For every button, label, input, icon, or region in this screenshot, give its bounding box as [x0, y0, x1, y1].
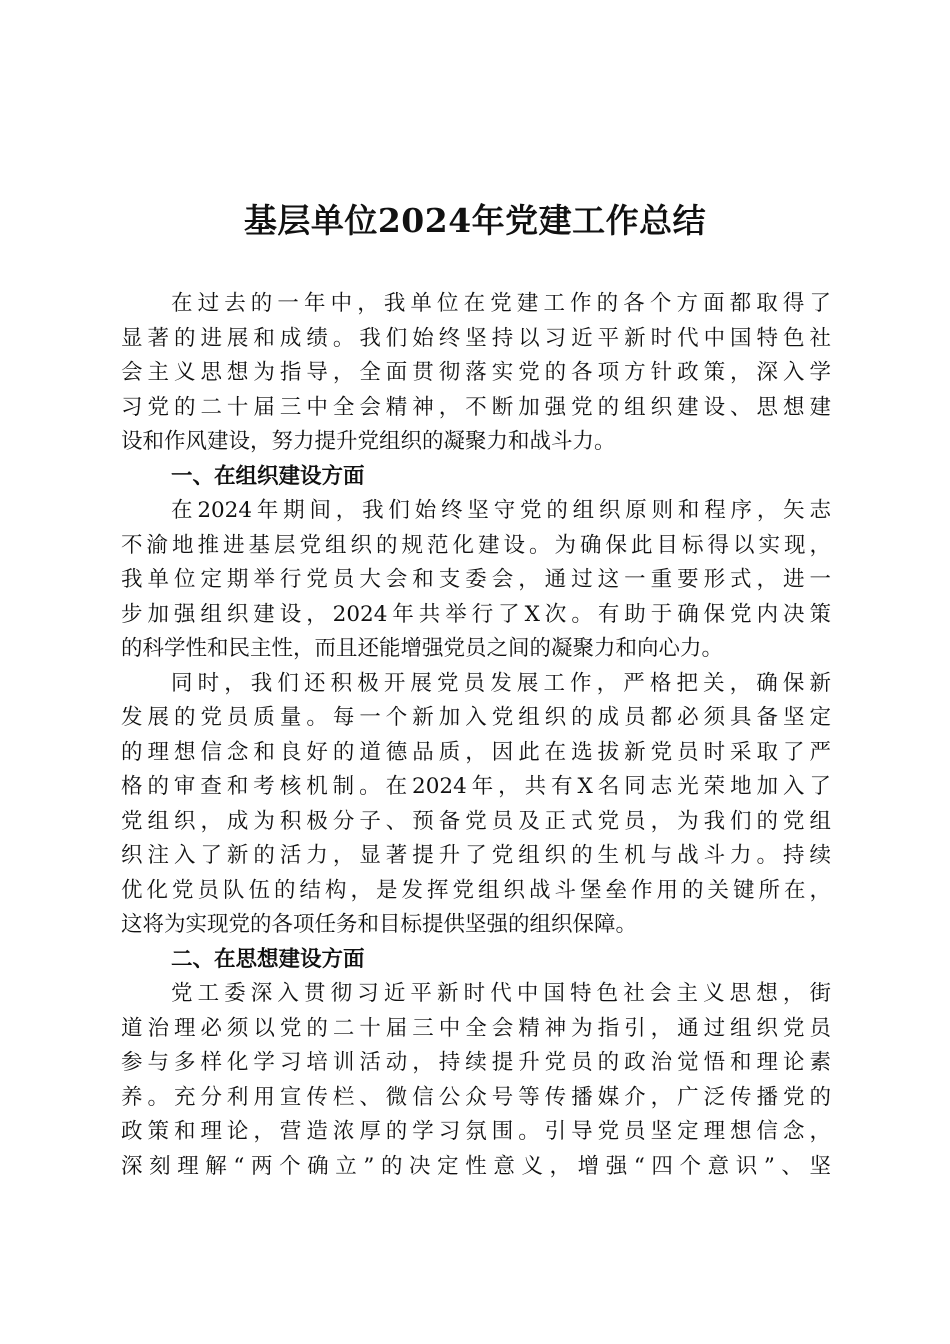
text-line: 在过去的一年中，我单位在党建工作的各个方面都取得了: [171, 291, 831, 316]
text-line: 步加强组织建设，2024年共举行了X次。有助于确保党内决策: [121, 601, 831, 627]
text-line: 格的审查和考核机制。在2024年，共有X名同志光荣地加入了: [121, 774, 831, 799]
text-line: 道治理必须以党的二十届三中全会精神为指引，通过组织党员: [121, 1015, 831, 1041]
text-line: 发展的党员质量。每一个新加入党组织的成员都必须具备坚定: [121, 705, 831, 730]
text-line: 设和作风建设，努力提升党组织的凝聚力和战斗力。: [121, 429, 616, 454]
section-heading: 一、在组织建设方面: [171, 463, 365, 489]
document-body: [121, 287, 831, 1184]
text-line: 这将为实现党的各项任务和目标提供坚强的组织保障。: [121, 912, 638, 937]
text-line: 同时，我们还积极开展党员发展工作，严格把关，确保新: [171, 670, 831, 696]
text-line: 不渝地推进基层党组织的规范化建设。为确保此目标得以实现，: [121, 532, 831, 558]
text-line: 政策和理论，营造浓厚的学习氛围。引导党员坚定理想信念，: [121, 1119, 831, 1144]
text-line: 党工委深入贯彻习近平新时代中国特色社会主义思想，街: [171, 981, 831, 1006]
text-line: 的科学性和民主性，而且还能增强党员之间的凝聚力和向心力。: [121, 636, 724, 661]
text-line: 会主义思想为指导，全面贯彻落实党的各项方针政策，深入学: [121, 360, 831, 385]
text-line: 养。充分利用宣传栏、微信公众号等传播媒介，广泛传播党的: [121, 1084, 831, 1110]
text-line: 的理想信念和良好的道德品质，因此在选拔新党员时采取了严: [121, 739, 831, 765]
text-line: 优化党员队伍的结构，是发挥党组织战斗堡垒作用的关键所在，: [121, 877, 831, 903]
text-line: 在2024年期间，我们始终坚守党的组织原则和程序，矢志: [171, 498, 831, 523]
text-line: 织注入了新的活力，显著提升了党组织的生机与战斗力。持续: [121, 843, 831, 868]
text-line: 我单位定期举行党员大会和支委会，通过这一重要形式，进一: [121, 567, 831, 592]
text-line: 习党的二十届三中全会精神，不断加强党的组织建设、思想建: [121, 394, 831, 420]
text-line: 参与多样化学习培训活动，持续提升党员的政治觉悟和理论素: [121, 1050, 831, 1075]
text-line: 显著的进展和成绩。我们始终坚持以习近平新时代中国特色社: [121, 325, 831, 351]
text-line: 党组织，成为积极分子、预备党员及正式党员，为我们的党组: [121, 808, 831, 834]
section-heading: 二、在思想建设方面: [171, 946, 365, 972]
document-title: 基层单位2024年党建工作总结: [243, 201, 707, 240]
text-line: 深刻理解“两个确立”的决定性意义，增强“四个意识”、坚: [121, 1153, 831, 1179]
